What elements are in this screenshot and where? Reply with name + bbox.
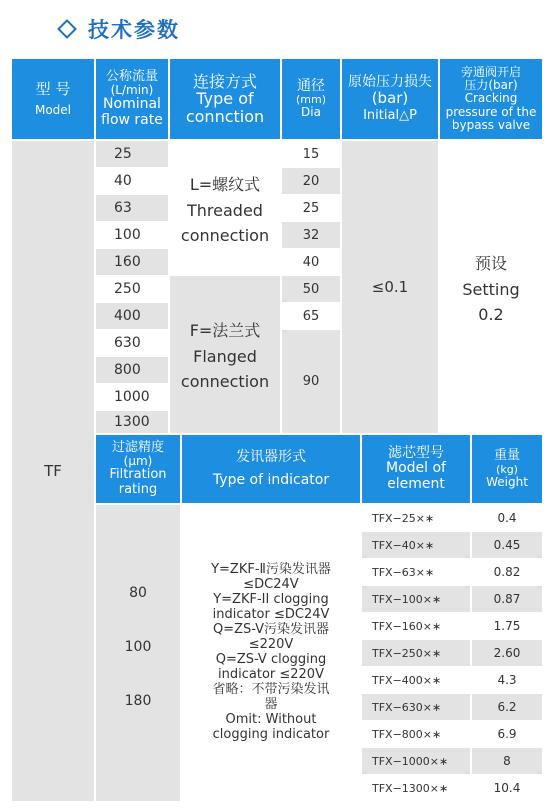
flow-rate-cell: 630 — [96, 330, 168, 356]
element-model-cell: TFX−630×∗ — [362, 694, 470, 720]
header-bypass: 旁通阀开启 压力(bar) Cracking pressure of the bypass valve — [440, 59, 542, 139]
flow-rate-cell: 1300 — [96, 411, 168, 433]
flow-rate-cell: 400 — [96, 303, 168, 329]
element-model-cell: TFX−40×∗ — [362, 532, 470, 558]
diamond-icon — [57, 19, 77, 39]
element-model-cell: TFX−63×∗ — [362, 559, 470, 585]
flow-rate-cell: 40 — [96, 168, 168, 194]
flow-rate-cell: 25 — [96, 141, 168, 167]
flow-rate-cell: 1000 — [96, 384, 168, 410]
element-model-cell: TFX−100×∗ — [362, 586, 470, 612]
header-weight: 重量 (kg) Weight — [472, 435, 542, 503]
dia-cell: 50 — [282, 276, 340, 302]
weight-cell: 8 — [472, 748, 542, 774]
dia-cell: 65 — [282, 303, 340, 329]
section-title-text: 技术参数 — [88, 18, 180, 42]
weight-cell: 2.60 — [472, 640, 542, 666]
element-model-cell: TFX−400×∗ — [362, 667, 470, 693]
header-indicator: 发讯器形式 Type of indicator — [182, 435, 360, 503]
filtration-rating-cell: 80 100 180 — [96, 505, 180, 801]
section-title — [60, 14, 180, 44]
element-model-cell: TFX−800×∗ — [362, 721, 470, 747]
header-element: 滤芯型号 Model of element — [362, 435, 470, 503]
header-connection: 连接方式 Type of connction — [170, 59, 280, 139]
weight-cell: 6.9 — [472, 721, 542, 747]
dia-cell: 20 — [282, 168, 340, 194]
model-cell: TF — [12, 141, 94, 801]
dia-cell: 25 — [282, 195, 340, 221]
flow-rate-cell: 100 — [96, 222, 168, 248]
element-model-cell: TFX−1300×∗ — [362, 775, 470, 801]
flanged-connection-cell: F=法兰式 Flanged connection — [170, 276, 280, 433]
header-filtration-rating: 过滤精度 (μm) Filtration rating — [96, 435, 180, 503]
weight-cell: 1.75 — [472, 613, 542, 639]
weight-cell: 10.4 — [472, 775, 542, 801]
weight-cell: 4.3 — [472, 667, 542, 693]
flow-rate-cell: 160 — [96, 249, 168, 275]
pressure-loss-value: ≤0.1 — [342, 141, 438, 433]
header-pressure-loss: 原始压力损失 (bar) Initial△P — [342, 59, 438, 139]
dia-cell: 32 — [282, 222, 340, 248]
element-model-cell: TFX−1000×∗ — [362, 748, 470, 774]
weight-cell: 6.2 — [472, 694, 542, 720]
bypass-value-cell: 预设 Setting 0.2 — [440, 141, 542, 433]
flow-rate-cell: 250 — [96, 276, 168, 302]
header-flow: 公称流量 (L/min) Nominal flow rate — [96, 59, 168, 139]
flow-rate-cell: 63 — [96, 195, 168, 221]
weight-cell: 0.82 — [472, 559, 542, 585]
element-model-cell: TFX−160×∗ — [362, 613, 470, 639]
threaded-connection-cell: L=螺纹式 Threaded connection — [170, 141, 280, 275]
indicator-types-cell: Y=ZKF-Ⅱ污染发讯器 ≤DC24V Y=ZKF-II clogging indicator ≤DC24V Q=ZS-V污染发讯器 ≤220V Q=ZS-V clogging indicator ≤220V 省略：不带污染发讯 器 Omit: Without clogging indicator — [182, 505, 360, 801]
element-model-cell: TFX−250×∗ — [362, 640, 470, 666]
dia-cell: 15 — [282, 141, 340, 167]
header-dia: 通径 (mm) Dia — [282, 59, 340, 139]
weight-cell: 0.45 — [472, 532, 542, 558]
weight-cell: 0.87 — [472, 586, 542, 612]
flow-rate-cell: 800 — [96, 357, 168, 383]
header-model: 型 号 Model — [12, 59, 94, 139]
dia-cell: 40 — [282, 249, 340, 275]
dia-cell: 90 — [282, 330, 340, 433]
weight-cell: 0.4 — [472, 505, 542, 531]
element-model-cell: TFX−25×∗ — [362, 505, 470, 531]
